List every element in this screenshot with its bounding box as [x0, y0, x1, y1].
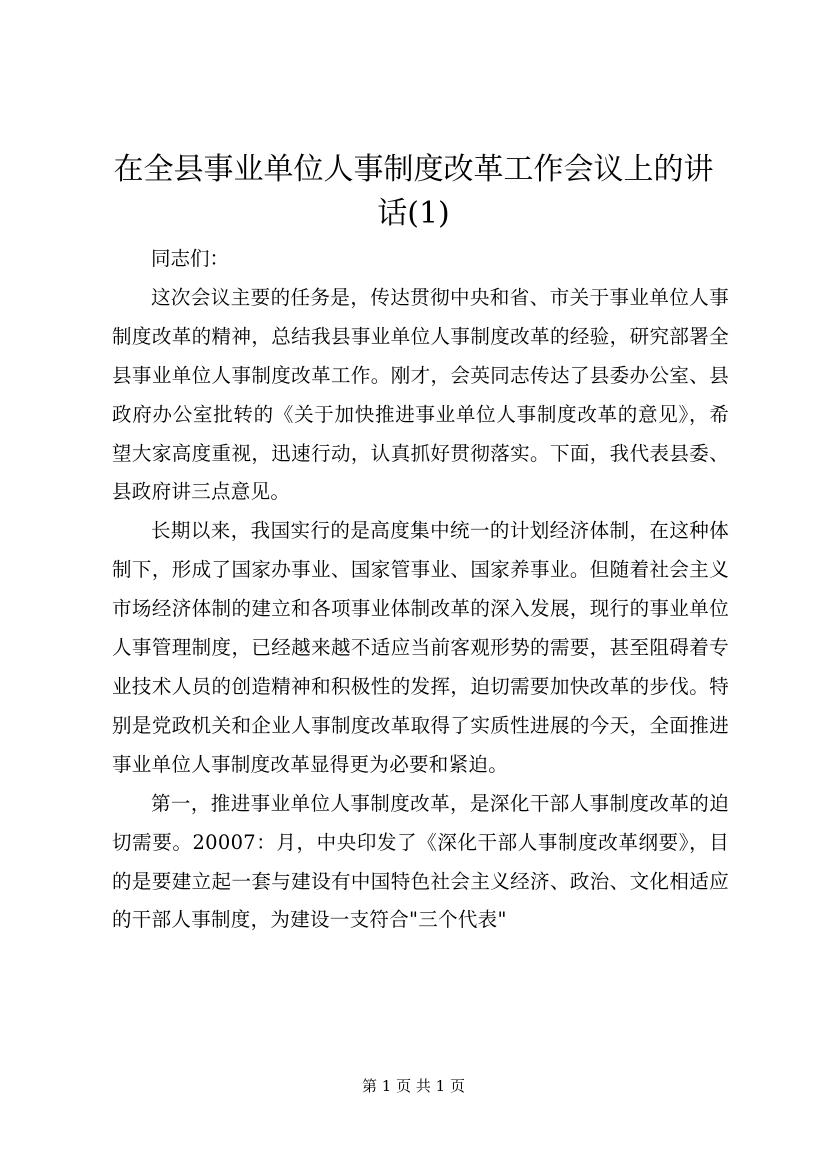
paragraph-3: 第一，推进事业单位人事制度改革，是深化干部人事制度改革的迫切需要。20007：月，中央印发了《深化干部人事制度改革纲要》，目的是要建立起一套与建设有中国特色社会主义经济、政治、文化相适应的干部人事制度，为建设一支符合"三个代表" [112, 791, 729, 932]
paragraph-1: 这次会议主要的任务是，传达贯彻中央和省、市关于事业单位人事制度改革的精神，总结我县事业单位人事制度改革的经验，研究部署全县事业单位人事制度改革工作。刚才，会英同志传达了县委办公室、县政府办公室批转的《关于加快推进事业单位人事制度改革的意见》，希望大家高度重视，迅速行动，认真抓好贯彻落实。下面，我代表县委、县政府讲三点意见。 [112, 285, 729, 504]
salutation: 同志们： [151, 247, 230, 270]
page-footer: 第 1 页 共 1 页 [362, 1077, 465, 1095]
paragraph-2: 长期以来，我国实行的是高度集中统一的计划经济体制，在这种体制下，形成了国家办事业、国家管事业、国家养事业。但随着社会主义市场经济体制的建立和各项事业体制改革的深入发展，现行的事业单位人事管理制度，已经越来越不适应当前客观形势的需要，甚至阻碍着专业技术人员的创造精神和积极性的发挥，迫切需要加快改革的步伐。特别是党政机关和企业人事制度改革取得了实质性进展的今天，全面推进事业单位人事制度改革显得更为必要和紧迫。 [112, 519, 729, 776]
document-body [112, 240, 729, 940]
document-title: 在全县事业单位人事制度改革工作会议上的讲话(1) [113, 152, 714, 231]
